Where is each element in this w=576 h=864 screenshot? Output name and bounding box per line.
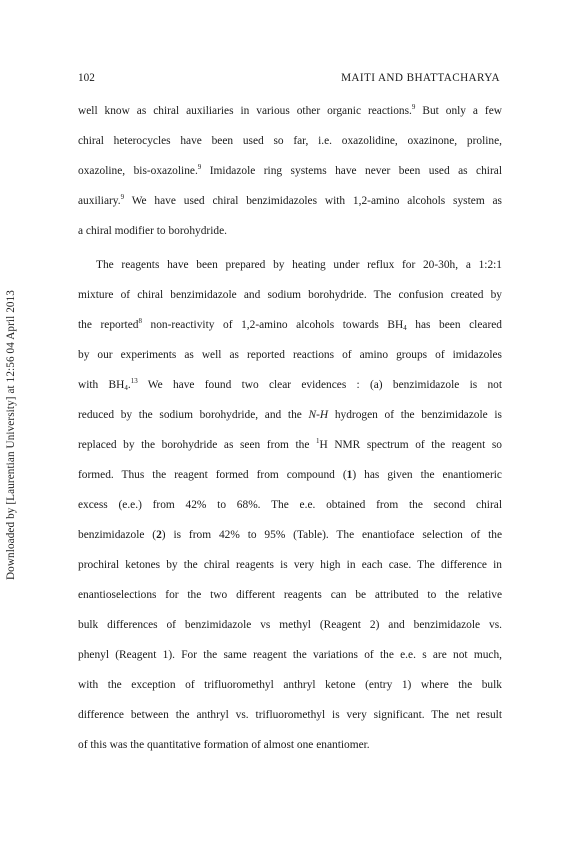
text-line: chiral heterocycles have been used so far, i.e. oxazolidine, oxazinone, proline, (78, 135, 502, 148)
text-line: prochiral ketones by the chiral reagents is very high in each case. The difference in (78, 559, 502, 572)
body-text (78, 101, 502, 766)
text-line: benzimidazole (2) is from 42% to 95% (Table). The enantioface selection of the (78, 529, 502, 542)
download-watermark-text: Downloaded by [Laurentian University] at 12:56 04 April 2013 (5, 290, 17, 580)
text-line: The reagents have been prepared by heating under reflux for 20-30h, a 1:2:1 (96, 258, 502, 271)
text-line: enantioselections for the two different reagents can be attributed to the relative (78, 589, 502, 602)
text-line: formed. Thus the reagent formed from compound (1) has given the enantiomeric (78, 469, 502, 482)
text-line: difference between the anthryl vs. trifluoromethyl is very significant. The net result (78, 709, 502, 722)
paragraph-2 (78, 255, 502, 766)
text-line: oxazoline, bis-oxazoline.$^9$ Imidazole ring systems have never been used as chiral (78, 163, 502, 178)
text-line: replaced by the borohydride as seen from the $^1$H NMR spectrum of the reagent so (78, 437, 502, 452)
text-line: reduced by the sodium borohydride, and the N-H hydrogen of the benzimidazole is (78, 408, 502, 421)
text-line: auxiliary.$^9$ We have used chiral benzimidazoles with 1,2-amino alcohols system as (78, 193, 502, 208)
text-line: with the exception of trifluoromethyl anthryl ketone (entry 1) where the bulk (78, 679, 502, 692)
text-line: a chiral modifier to borohydride. (78, 225, 227, 238)
page-number: 102 (78, 72, 95, 84)
running-head: MAITI AND BHATTACHARYA (341, 72, 500, 84)
text-line: mixture of chiral benzimidazole and sodium borohydride. The confusion created by (78, 288, 502, 301)
text-line: excess (e.e.) from 42% to 68%. The e.e. obtained from the second chiral (78, 499, 502, 512)
text-line: the reported$^8$ non-reactivity of 1,2-amino alcohols towards $BH_4$ has been cleared (78, 316, 503, 332)
text-line: with $BH_4.^{13}$ We have found two clear evidences : (a) benzimidazole is not (78, 376, 502, 392)
page-header (78, 72, 500, 88)
text-line: bulk differences of benzimidazole vs methyl (Reagent 2) and benzimidazole vs. (78, 619, 502, 632)
text-line: by our experiments as well as reported reactions of amino groups of imidazoles (78, 348, 502, 361)
text-line: phenyl (Reagent 1). For the same reagent the variations of the e.e. s are not much, (78, 649, 502, 662)
text-line: well know as chiral auxiliaries in various other organic reactions.$^9$ But only a few (78, 103, 503, 117)
text-line: of this was the quantitative formation of almost one enantiomer. (78, 739, 370, 752)
paragraph-1 (78, 101, 502, 251)
download-watermark (2, 265, 20, 605)
